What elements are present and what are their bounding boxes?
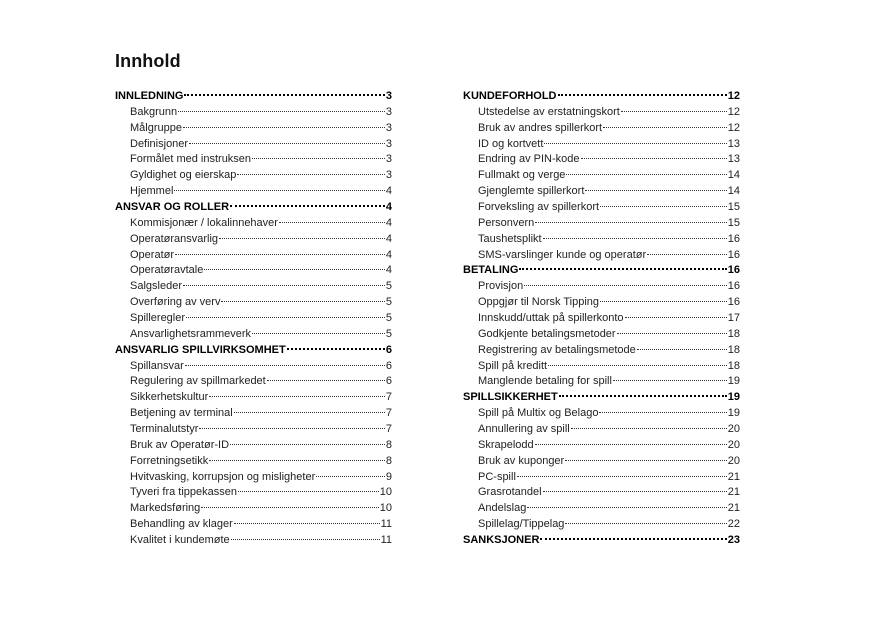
- toc-page-number: 13: [727, 153, 740, 166]
- toc-entry-label: Personvern: [478, 216, 535, 229]
- toc-entry-label: Andelslag: [478, 502, 527, 515]
- toc-entry[interactable]: [115, 232, 392, 248]
- toc-leader-dots: [647, 254, 727, 255]
- toc-page-number: 5: [385, 296, 392, 309]
- toc-leader-dots: [600, 301, 727, 302]
- toc-entry-label: Oppgjør til Norsk Tipping: [478, 296, 600, 309]
- toc-entry-label: Annullering av spill: [478, 423, 570, 436]
- toc-page-number: 19: [727, 391, 740, 404]
- toc-entry-label: KUNDEFORHOLD: [463, 90, 557, 102]
- toc-entry[interactable]: [463, 501, 740, 517]
- toc-page-number: 20: [727, 438, 740, 451]
- toc-page-number: 21: [727, 470, 740, 483]
- toc-entry[interactable]: [463, 216, 740, 232]
- toc-entry[interactable]: [115, 327, 392, 343]
- toc-entry[interactable]: [463, 343, 740, 359]
- toc-section-entry[interactable]: [463, 89, 740, 105]
- toc-entry[interactable]: [115, 152, 392, 168]
- toc-entry[interactable]: [115, 438, 392, 454]
- toc-entry[interactable]: [463, 517, 740, 533]
- toc-entry-label: Hjemmel: [130, 185, 174, 198]
- toc-section-entry[interactable]: [115, 89, 392, 105]
- toc-entry-label: Ansvarlighetsrammeverk: [130, 327, 252, 340]
- toc-leader-dots: [603, 127, 727, 128]
- toc-leader-dots: [535, 222, 726, 223]
- toc-right-column: [463, 89, 740, 549]
- toc-entry[interactable]: [463, 422, 740, 438]
- toc-leader-dots: [279, 222, 385, 223]
- toc-leader-dots: [186, 317, 385, 318]
- toc-entry-label: Tyveri fra tippekassen: [130, 486, 237, 499]
- toc-leader-dots: [519, 268, 726, 270]
- toc-entry-label: Definisjoner: [130, 137, 189, 150]
- toc-leader-dots: [178, 111, 385, 112]
- toc-page-number: 3: [385, 153, 392, 166]
- toc-entry[interactable]: [463, 359, 740, 375]
- toc-page-number: 18: [727, 343, 740, 356]
- toc-entry[interactable]: [115, 184, 392, 200]
- toc-leader-dots: [524, 285, 727, 286]
- toc-page-number: 11: [380, 534, 392, 547]
- toc-leader-dots: [204, 269, 385, 270]
- toc-page-number: 12: [727, 105, 740, 118]
- toc-entry[interactable]: [463, 232, 740, 248]
- toc-page-number: 16: [727, 232, 740, 245]
- toc-leader-dots: [234, 412, 385, 413]
- toc-leader-dots: [517, 476, 727, 477]
- toc-entry-label: Fullmakt og verge: [478, 169, 566, 182]
- toc-entry[interactable]: [463, 168, 740, 184]
- toc-page-number: 17: [727, 312, 740, 325]
- toc-entry-label: Grasrotandel: [478, 486, 542, 499]
- toc-entry[interactable]: [463, 454, 740, 470]
- toc-entry-label: Gyldighet og eierskap: [130, 169, 237, 182]
- toc-entry-label: Kommisjonær / lokalinnehaver: [130, 216, 278, 229]
- toc-entry-label: Innskudd/uttak på spillerkonto: [478, 312, 624, 325]
- toc-leader-dots: [625, 317, 727, 318]
- toc-page-number: 7: [385, 407, 392, 420]
- toc-entry[interactable]: [115, 295, 392, 311]
- toc-entry-label: INNLEDNING: [115, 90, 184, 102]
- toc-leader-dots: [252, 333, 385, 334]
- toc-page-number: 4: [385, 216, 392, 229]
- toc-page-number: 3: [385, 105, 392, 118]
- toc-entry-label: Taushetsplikt: [478, 232, 542, 245]
- toc-leader-dots: [316, 476, 385, 477]
- toc-entry[interactable]: [115, 517, 392, 533]
- toc-leader-dots: [231, 539, 380, 540]
- toc-entry[interactable]: [115, 422, 392, 438]
- toc-left-column: [115, 89, 392, 549]
- toc-entry[interactable]: [463, 485, 740, 501]
- toc-entry[interactable]: [115, 406, 392, 422]
- toc-entry-label: Operatøravtale: [130, 264, 204, 277]
- toc-entry-label: Operatøransvarlig: [130, 232, 219, 245]
- toc-page-number: 10: [379, 486, 392, 499]
- toc-page-number: 16: [727, 280, 740, 293]
- toc-page-number: 6: [385, 343, 392, 356]
- toc-page-number: 4: [385, 248, 392, 261]
- toc-leader-dots: [617, 333, 727, 334]
- toc-page-number: 5: [385, 280, 392, 293]
- toc-leader-dots: [637, 349, 727, 350]
- toc-entry-label: Registrering av betalingsmetode: [478, 343, 636, 356]
- toc-page-number: 3: [385, 90, 392, 102]
- toc-page-number: 18: [727, 327, 740, 340]
- toc-entry[interactable]: [463, 200, 740, 216]
- toc-entry[interactable]: [115, 279, 392, 295]
- toc-page-number: 21: [727, 502, 740, 515]
- toc-entry-label: Spillelag/Tippelag: [478, 518, 565, 531]
- toc-leader-dots: [565, 460, 727, 461]
- toc-page-number: 23: [727, 534, 740, 547]
- toc-entry-label: Terminalutstyr: [130, 423, 199, 436]
- toc-entry[interactable]: [115, 137, 392, 153]
- toc-page-number: 12: [727, 121, 740, 134]
- toc-leader-dots: [189, 143, 385, 144]
- toc-page-number: 22: [727, 518, 740, 531]
- toc-entry[interactable]: [115, 168, 392, 184]
- toc-leader-dots: [183, 127, 385, 128]
- page-title: Innhold: [115, 51, 181, 71]
- toc-leader-dots: [201, 507, 378, 508]
- toc-leader-dots: [219, 238, 385, 239]
- toc-entry-label: Operatør: [130, 248, 175, 261]
- toc-entry-label: Gjenglemte spillerkort: [478, 185, 585, 198]
- toc-entry[interactable]: [463, 121, 740, 137]
- toc-entry[interactable]: [463, 374, 740, 390]
- toc-entry-label: Behandling av klager: [130, 518, 233, 531]
- toc-entry-label: Overføring av verv: [130, 296, 221, 309]
- toc-entry-label: Bruk av kuponger: [478, 454, 565, 467]
- toc-leader-dots: [544, 143, 726, 144]
- toc-page-number: 3: [385, 169, 392, 182]
- toc-entry[interactable]: [115, 470, 392, 486]
- toc-leader-dots: [183, 285, 385, 286]
- toc-leader-dots: [237, 174, 384, 175]
- toc-entry-label: Hvitvasking, korrupsjon og misligheter: [130, 470, 316, 483]
- toc-entry-label: Markedsføring: [130, 502, 201, 515]
- toc-leader-dots: [174, 190, 384, 191]
- toc-page-number: 11: [380, 518, 392, 531]
- toc-page-number: 6: [385, 359, 392, 372]
- toc-leader-dots: [230, 205, 385, 207]
- toc-leader-dots: [540, 538, 726, 540]
- toc-entry[interactable]: [463, 311, 740, 327]
- toc-leader-dots: [221, 301, 384, 302]
- toc-page-number: 19: [727, 375, 740, 388]
- toc-page-number: 3: [385, 137, 392, 150]
- toc-leader-dots: [209, 396, 385, 397]
- toc-leader-dots: [599, 412, 726, 413]
- toc-entry[interactable]: [115, 263, 392, 279]
- toc-leader-dots: [548, 365, 727, 366]
- toc-entry-label: Forveksling av spillerkort: [478, 201, 600, 214]
- toc-page-number: 18: [727, 359, 740, 372]
- toc-entry-label: SMS-varslinger kunde og operatør: [478, 248, 647, 261]
- toc-leader-dots: [621, 111, 727, 112]
- toc-entry-label: Sikkerhetskultur: [130, 391, 209, 404]
- toc-page-number: 3: [385, 121, 392, 134]
- toc-page-number: 4: [385, 201, 392, 214]
- toc-section-entry[interactable]: [463, 533, 740, 549]
- toc-page-number: 5: [385, 327, 392, 340]
- toc-leader-dots: [527, 507, 726, 508]
- toc-leader-dots: [175, 254, 385, 255]
- toc-page-number: 14: [727, 185, 740, 198]
- toc-page-number: 15: [727, 216, 740, 229]
- toc-page-number: 7: [385, 423, 392, 436]
- toc-page-number: 4: [385, 185, 392, 198]
- toc-leader-dots: [184, 94, 384, 96]
- toc-entry-label: Provisjon: [478, 280, 524, 293]
- toc-page-number: 12: [727, 90, 740, 102]
- toc-page-number: 8: [385, 438, 392, 451]
- toc-entry[interactable]: [115, 390, 392, 406]
- toc-leader-dots: [209, 460, 385, 461]
- toc-entry-label: Spilleregler: [130, 312, 186, 325]
- toc-entry[interactable]: [463, 406, 740, 422]
- toc-entry[interactable]: [463, 105, 740, 121]
- toc-entry-label: Målgruppe: [130, 121, 182, 134]
- toc-entry[interactable]: [115, 248, 392, 264]
- toc-entry[interactable]: [463, 184, 740, 200]
- toc-leader-dots: [199, 428, 384, 429]
- toc-entry[interactable]: [115, 121, 392, 137]
- toc-leader-dots: [600, 206, 727, 207]
- toc-entry-label: Kvalitet i kundemøte: [130, 534, 230, 547]
- toc-entry-label: Bruk av andres spillerkort: [478, 121, 603, 134]
- toc-entry-label: Godkjente betalingsmetoder: [478, 327, 616, 340]
- toc-entry[interactable]: [463, 279, 740, 295]
- toc-page-number: 4: [385, 264, 392, 277]
- toc-entry-label: ANSVARLIG SPILLVIRKSOMHET: [115, 343, 286, 356]
- toc-entry-label: ID og kortvett: [478, 137, 544, 150]
- toc-entry[interactable]: [115, 374, 392, 390]
- toc-leader-dots: [613, 380, 727, 381]
- toc-leader-dots: [559, 395, 727, 397]
- toc-page-number: 20: [727, 454, 740, 467]
- toc-page-number: 4: [385, 232, 392, 245]
- toc-entry-label: Spill på Multix og Belago: [478, 407, 599, 420]
- toc-page-number: 13: [727, 137, 740, 150]
- toc-entry[interactable]: [115, 216, 392, 232]
- toc-leader-dots: [581, 158, 727, 159]
- toc-page-number: 20: [727, 423, 740, 436]
- toc-entry[interactable]: [463, 327, 740, 343]
- toc-page-number: 6: [385, 375, 392, 388]
- toc-entry[interactable]: [115, 311, 392, 327]
- toc-entry[interactable]: [115, 105, 392, 121]
- toc-entry-label: Bruk av Operatør-ID: [130, 438, 230, 451]
- toc-section-entry[interactable]: [115, 200, 392, 216]
- toc-entry[interactable]: [463, 137, 740, 153]
- toc-entry[interactable]: [463, 470, 740, 486]
- toc-entry-label: Bakgrunn: [130, 105, 178, 118]
- toc-leader-dots: [234, 523, 380, 524]
- toc-entry[interactable]: [463, 248, 740, 264]
- toc-page-number: 9: [385, 470, 392, 483]
- toc-leader-dots: [238, 491, 379, 492]
- toc-page-number: 15: [727, 201, 740, 214]
- toc-leader-dots: [565, 523, 726, 524]
- toc-entry[interactable]: [463, 438, 740, 454]
- toc-leader-dots: [267, 380, 385, 381]
- toc-entry[interactable]: [115, 485, 392, 501]
- toc-section-entry[interactable]: [463, 390, 740, 406]
- toc-leader-dots: [252, 158, 385, 159]
- toc-entry-label: ANSVAR OG ROLLER: [115, 201, 230, 214]
- toc-entry-label: BETALING: [463, 264, 519, 277]
- toc-entry-label: Spillansvar: [130, 359, 184, 372]
- toc-entry-label: PC-spill: [478, 470, 516, 483]
- toc-entry-label: Endring av PIN-kode: [478, 153, 580, 166]
- toc-leader-dots: [230, 444, 385, 445]
- toc-page-number: 10: [379, 502, 392, 515]
- toc-entry-label: Skrapelodd: [478, 438, 534, 451]
- toc-leader-dots: [571, 428, 727, 429]
- toc-section-entry[interactable]: [463, 263, 740, 279]
- toc-entry-label: Salgsleder: [130, 280, 182, 293]
- toc-entry-label: SPILLSIKKERHET: [463, 391, 558, 404]
- toc-entry-label: Manglende betaling for spill: [478, 375, 612, 388]
- toc-page-number: 8: [385, 454, 392, 467]
- toc-page-number: 19: [727, 407, 740, 420]
- toc-page-number: 16: [727, 296, 740, 309]
- toc-entry-label: SANKSJONER: [463, 534, 540, 547]
- toc-section-entry[interactable]: [115, 343, 392, 359]
- toc-entry[interactable]: [463, 152, 740, 168]
- toc-entry-label: Spill på kreditt: [478, 359, 548, 372]
- toc-entry[interactable]: [115, 359, 392, 375]
- toc-leader-dots: [558, 94, 727, 96]
- toc-leader-dots: [185, 365, 385, 366]
- toc-entry-label: Betjening av terminal: [130, 407, 233, 420]
- toc-entry-label: Regulering av spillmarkedet: [130, 375, 266, 388]
- toc-leader-dots: [566, 174, 726, 175]
- toc-leader-dots: [543, 238, 727, 239]
- toc-leader-dots: [287, 348, 385, 350]
- toc-entry[interactable]: [463, 295, 740, 311]
- toc-page-number: 21: [727, 486, 740, 499]
- toc-page-number: 14: [727, 169, 740, 182]
- toc-entry[interactable]: [115, 501, 392, 517]
- toc-entry[interactable]: [115, 454, 392, 470]
- toc-leader-dots: [535, 444, 727, 445]
- toc-page-number: 7: [385, 391, 392, 404]
- toc-entry-label: Forretningsetikk: [130, 454, 209, 467]
- toc-entry-label: Utstedelse av erstatningskort: [478, 105, 620, 118]
- toc-leader-dots: [585, 190, 726, 191]
- toc-page-number: 5: [385, 312, 392, 325]
- toc-page-number: 16: [727, 264, 740, 277]
- toc-entry-label: Formålet med instruksen: [130, 153, 252, 166]
- toc-page-number: 16: [727, 248, 740, 261]
- toc-entry[interactable]: [115, 533, 392, 549]
- toc-leader-dots: [543, 491, 727, 492]
